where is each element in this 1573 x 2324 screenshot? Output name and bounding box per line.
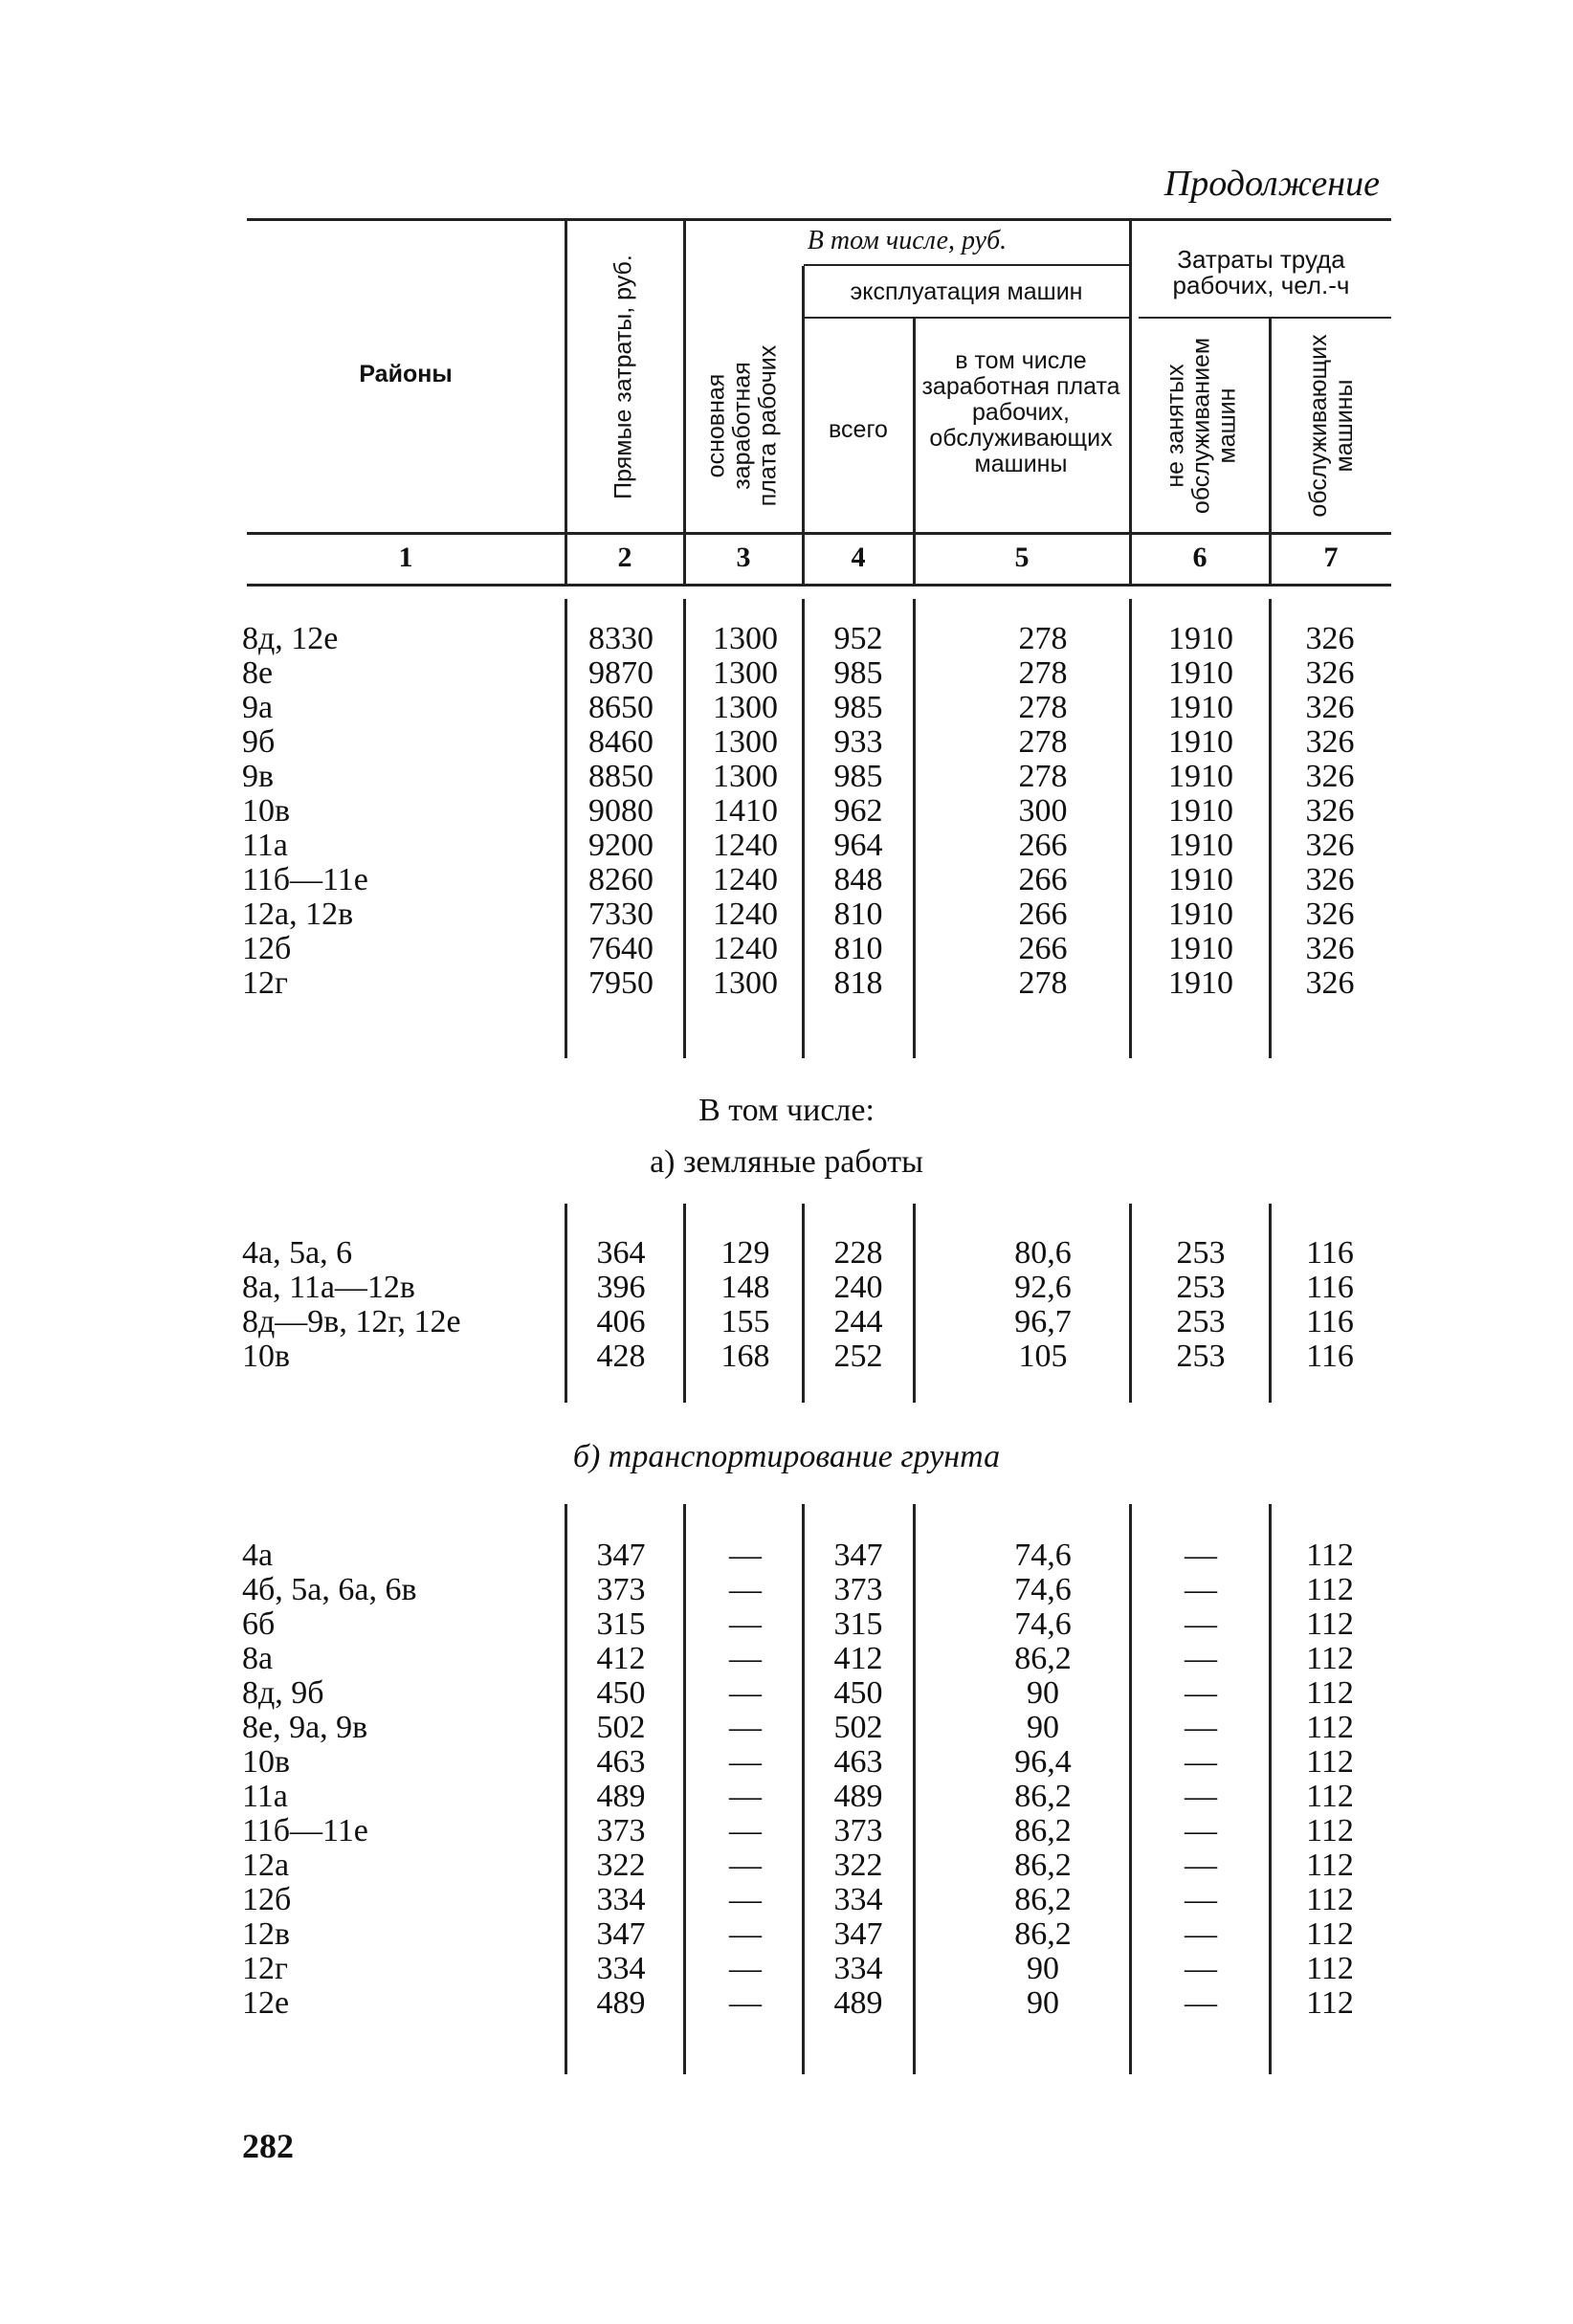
value-cell: 347 (596, 1916, 646, 1952)
region-cell: 6б (242, 1606, 276, 1642)
table-row (0, 1607, 1573, 1642)
table-row (0, 1814, 1573, 1848)
value-cell: 502 (596, 1710, 646, 1745)
value-cell: 86,2 (1014, 1916, 1072, 1952)
header-rule-including (804, 264, 1129, 266)
table-row (0, 1711, 1573, 1745)
value-cell: 8460 (588, 724, 654, 760)
value-cell: 86,2 (1014, 1813, 1072, 1848)
value-cell: 112 (1306, 1606, 1354, 1642)
value-cell: 155 (720, 1304, 770, 1339)
table-row (0, 897, 1573, 932)
header-top-rule (247, 218, 1391, 221)
page-number: 282 (242, 2127, 294, 2165)
value-cell: 8260 (588, 862, 654, 897)
value-cell: 373 (833, 1813, 883, 1848)
value-cell: 253 (1176, 1304, 1226, 1339)
value-cell: 326 (1305, 828, 1355, 863)
value-cell: 489 (833, 1985, 883, 2021)
table-row (0, 1745, 1573, 1780)
value-cell: — (729, 1744, 762, 1780)
value-cell: 1410 (713, 793, 778, 829)
value-cell: 985 (833, 690, 883, 725)
region-cell: 10в (242, 793, 291, 829)
value-cell: 253 (1176, 1270, 1226, 1305)
value-cell: 105 (1018, 1339, 1068, 1374)
value-cell: 244 (833, 1304, 883, 1339)
value-cell: 334 (596, 1882, 646, 1917)
header-rule-machines (804, 317, 1129, 319)
table-row (0, 1952, 1573, 1986)
value-cell: 278 (1018, 690, 1068, 725)
value-cell: 252 (833, 1339, 883, 1374)
value-cell: 278 (1018, 759, 1068, 794)
header-bottom-rule (247, 532, 1391, 535)
value-cell: 818 (833, 965, 883, 1001)
region-cell: 8е, 9а, 9в (242, 1710, 368, 1745)
value-cell: — (729, 1641, 762, 1676)
value-cell: 9200 (588, 828, 654, 863)
value-cell: 80,6 (1014, 1235, 1072, 1271)
value-cell: 364 (596, 1235, 646, 1271)
region-cell: 11б—11е (242, 862, 368, 897)
table-row (0, 1917, 1573, 1952)
section-a-title: а) земляные работы (650, 1144, 923, 1180)
table-row (0, 1780, 1573, 1814)
value-cell: 326 (1305, 965, 1355, 1001)
value-cell: — (1185, 1848, 1217, 1883)
value-cell: 1240 (713, 896, 778, 932)
header-rule-labor (1139, 317, 1391, 319)
header-vline-2 (683, 218, 686, 584)
value-cell: 90 (1027, 1675, 1059, 1711)
value-cell: 112 (1306, 1882, 1354, 1917)
value-cell: 112 (1306, 1916, 1354, 1952)
value-cell: 1300 (713, 965, 778, 1001)
value-cell: 412 (596, 1641, 646, 1676)
value-cell: 489 (833, 1779, 883, 1814)
region-cell: 9б (242, 724, 276, 760)
value-cell: 1910 (1168, 965, 1233, 1001)
value-cell: 96,4 (1014, 1744, 1072, 1780)
value-cell: 1910 (1168, 655, 1233, 691)
value-cell: 1240 (713, 828, 778, 863)
header-regions: Районы (359, 361, 453, 387)
region-cell: 11б—11е (242, 1813, 368, 1848)
header-not-servicing: не занятых обслуживанием машин (1162, 337, 1241, 515)
value-cell: 90 (1027, 1951, 1059, 1986)
value-cell: 1910 (1168, 621, 1233, 656)
value-cell: 985 (833, 655, 883, 691)
value-cell: 347 (596, 1538, 646, 1573)
value-cell: 373 (596, 1572, 646, 1607)
value-cell: 74,6 (1014, 1572, 1072, 1607)
continuation-label: Продолжение (1163, 164, 1380, 204)
header-including-rub: В том числе, руб. (807, 226, 1008, 255)
colnum-5: 5 (1014, 542, 1030, 573)
value-cell: 1910 (1168, 724, 1233, 760)
value-cell: 326 (1305, 759, 1355, 794)
value-cell: 253 (1176, 1235, 1226, 1271)
value-cell: 8330 (588, 621, 654, 656)
including-label: В том числе: (698, 1093, 875, 1128)
value-cell: 326 (1305, 655, 1355, 691)
value-cell: 112 (1306, 1744, 1354, 1780)
region-cell: 8а, 11а—12в (242, 1270, 415, 1305)
value-cell: 253 (1176, 1339, 1226, 1374)
value-cell: 86,2 (1014, 1641, 1072, 1676)
value-cell: 315 (833, 1606, 883, 1642)
value-cell: 112 (1306, 1675, 1354, 1711)
table-row (0, 691, 1573, 725)
table-row (0, 1676, 1573, 1711)
value-cell: 266 (1018, 931, 1068, 966)
value-cell: 1910 (1168, 896, 1233, 932)
value-cell: — (729, 1951, 762, 1986)
value-cell: 300 (1018, 793, 1068, 829)
region-cell: 8а (242, 1641, 274, 1676)
colnum-6: 6 (1192, 542, 1207, 573)
region-cell: 4а (242, 1538, 274, 1573)
value-cell: 326 (1305, 931, 1355, 966)
value-cell: 373 (596, 1813, 646, 1848)
region-cell: 4а, 5а, 6 (242, 1235, 353, 1271)
value-cell: 347 (833, 1916, 883, 1952)
header-incl-wage: в том числе заработная плата рабочих, обслуживающих машины (921, 347, 1120, 477)
table-row (0, 794, 1573, 829)
value-cell: — (1185, 1572, 1217, 1607)
value-cell: — (729, 1675, 762, 1711)
value-cell: 463 (833, 1744, 883, 1780)
value-cell: — (1185, 1606, 1217, 1642)
region-cell: 11а (242, 828, 288, 863)
region-cell: 9а (242, 690, 274, 725)
value-cell: 1910 (1168, 931, 1233, 966)
value-cell: — (729, 1572, 762, 1607)
value-cell: 952 (833, 621, 883, 656)
value-cell: 489 (596, 1779, 646, 1814)
value-cell: 92,6 (1014, 1270, 1072, 1305)
colnum-2: 2 (617, 542, 632, 573)
table-row (0, 829, 1573, 863)
value-cell: 7330 (588, 896, 654, 932)
value-cell: 326 (1305, 793, 1355, 829)
table-row (0, 1236, 1573, 1271)
value-cell: 74,6 (1014, 1606, 1072, 1642)
value-cell: 489 (596, 1985, 646, 2021)
value-cell: 240 (833, 1270, 883, 1305)
value-cell: 112 (1306, 1641, 1354, 1676)
value-cell: 129 (720, 1235, 770, 1271)
section-b-title: б) транспортирование грунта (572, 1439, 1001, 1474)
value-cell: — (1185, 1641, 1217, 1676)
value-cell: 278 (1018, 621, 1068, 656)
table-row (0, 1642, 1573, 1676)
value-cell: 450 (833, 1675, 883, 1711)
region-cell: 12е (242, 1985, 290, 2021)
value-cell: — (729, 1813, 762, 1848)
value-cell: 810 (833, 931, 883, 966)
value-cell: 116 (1306, 1270, 1354, 1305)
value-cell: — (729, 1606, 762, 1642)
value-cell: — (729, 1538, 762, 1573)
table-row (0, 725, 1573, 760)
value-cell: 373 (833, 1572, 883, 1607)
value-cell: 112 (1306, 1985, 1354, 2021)
value-cell: 90 (1027, 1985, 1059, 2021)
table-row (0, 1339, 1573, 1374)
value-cell: — (1185, 1675, 1217, 1711)
value-cell: 168 (720, 1339, 770, 1374)
value-cell: 112 (1306, 1572, 1354, 1607)
value-cell: 1300 (713, 690, 778, 725)
value-cell: 326 (1305, 896, 1355, 932)
value-cell: 1240 (713, 931, 778, 966)
value-cell: 112 (1306, 1848, 1354, 1883)
value-cell: 278 (1018, 655, 1068, 691)
value-cell: 228 (833, 1235, 883, 1271)
value-cell: — (729, 1985, 762, 2021)
table-row (0, 1986, 1573, 2021)
value-cell: 148 (720, 1270, 770, 1305)
value-cell: 9870 (588, 655, 654, 691)
value-cell: 463 (596, 1744, 646, 1780)
region-cell: 11а (242, 1779, 288, 1814)
header-machine-operation: эксплуатация машин (850, 278, 1083, 305)
value-cell: 7950 (588, 965, 654, 1001)
value-cell: 502 (833, 1710, 883, 1745)
value-cell: 326 (1305, 724, 1355, 760)
value-cell: 74,6 (1014, 1538, 1072, 1573)
region-cell: 12г (242, 965, 288, 1001)
value-cell: 278 (1018, 724, 1068, 760)
value-cell: — (1185, 1538, 1217, 1573)
value-cell: 86,2 (1014, 1779, 1072, 1814)
table-row (0, 760, 1573, 794)
value-cell: 1300 (713, 759, 778, 794)
region-cell: 12а (242, 1848, 290, 1883)
region-cell: 4б, 5а, 6а, 6в (242, 1572, 417, 1607)
value-cell: 1910 (1168, 690, 1233, 725)
value-cell: 450 (596, 1675, 646, 1711)
value-cell: 1300 (713, 621, 778, 656)
value-cell: — (1185, 1951, 1217, 1986)
value-cell: 322 (833, 1848, 883, 1883)
table-row (0, 1271, 1573, 1305)
table-row (0, 622, 1573, 656)
region-cell: 12г (242, 1951, 288, 1986)
header-direct-costs: Прямые затраты, руб. (609, 255, 637, 499)
value-cell: — (729, 1779, 762, 1814)
value-cell: 8850 (588, 759, 654, 794)
table-row (0, 1848, 1573, 1883)
header-vline-1 (565, 218, 567, 584)
value-cell: 985 (833, 759, 883, 794)
value-cell: 1300 (713, 655, 778, 691)
value-cell: 86,2 (1014, 1882, 1072, 1917)
value-cell: 266 (1018, 828, 1068, 863)
value-cell: 326 (1305, 690, 1355, 725)
region-cell: 9в (242, 759, 275, 794)
value-cell: 406 (596, 1304, 646, 1339)
value-cell: 347 (833, 1538, 883, 1573)
value-cell: 326 (1305, 621, 1355, 656)
value-cell: 412 (833, 1641, 883, 1676)
table-row (0, 966, 1573, 1001)
region-cell: 8е (242, 655, 274, 691)
table-row (0, 1573, 1573, 1607)
header-base-wage: основная заработная плата рабочих (702, 344, 782, 507)
value-cell: 116 (1306, 1235, 1354, 1271)
value-cell: 1910 (1168, 828, 1233, 863)
value-cell: — (1185, 1985, 1217, 2021)
header-labor-costs: Затраты труда рабочих, чел.-ч (1172, 245, 1350, 299)
value-cell: 1300 (713, 724, 778, 760)
value-cell: 1910 (1168, 759, 1233, 794)
value-cell: 848 (833, 862, 883, 897)
region-cell: 12б (242, 1882, 292, 1917)
value-cell: 8650 (588, 690, 654, 725)
value-cell: — (729, 1916, 762, 1952)
value-cell: — (1185, 1744, 1217, 1780)
value-cell: 112 (1306, 1779, 1354, 1814)
region-cell: 10в (242, 1744, 291, 1780)
region-cell: 12а, 12в (242, 896, 354, 932)
region-cell: 12в (242, 1916, 291, 1952)
header-servicing: обслуживающих машины (1305, 334, 1358, 518)
value-cell: 322 (596, 1848, 646, 1883)
value-cell: — (729, 1882, 762, 1917)
value-cell: — (1185, 1882, 1217, 1917)
value-cell: 326 (1305, 862, 1355, 897)
value-cell: 334 (596, 1951, 646, 1986)
table-row (0, 656, 1573, 691)
value-cell: 112 (1306, 1710, 1354, 1745)
colnum-3: 3 (736, 542, 751, 573)
header-total: всего (829, 416, 888, 443)
value-cell: 315 (596, 1606, 646, 1642)
region-cell: 8д—9в, 12г, 12е (242, 1304, 461, 1339)
value-cell: 266 (1018, 862, 1068, 897)
colnum-4: 4 (851, 542, 866, 573)
value-cell: — (729, 1848, 762, 1883)
value-cell: 7640 (588, 931, 654, 966)
value-cell: 278 (1018, 965, 1068, 1001)
table-row (0, 863, 1573, 897)
region-cell: 8д, 9б (242, 1675, 324, 1711)
table-row (0, 932, 1573, 966)
value-cell: 964 (833, 828, 883, 863)
value-cell: — (1185, 1710, 1217, 1745)
value-cell: 96,7 (1014, 1304, 1072, 1339)
value-cell: 1240 (713, 862, 778, 897)
value-cell: 266 (1018, 896, 1068, 932)
value-cell: 9080 (588, 793, 654, 829)
colnum-bottom-rule (247, 584, 1391, 587)
table-row (0, 1538, 1573, 1573)
region-cell: 10в (242, 1339, 291, 1374)
value-cell: 112 (1306, 1538, 1354, 1573)
value-cell: 86,2 (1014, 1848, 1072, 1883)
region-cell: 12б (242, 931, 292, 966)
value-cell: 116 (1306, 1339, 1354, 1374)
value-cell: 428 (596, 1339, 646, 1374)
colnum-1: 1 (398, 542, 413, 573)
table-row (0, 1305, 1573, 1339)
value-cell: 90 (1027, 1710, 1059, 1745)
value-cell: 334 (833, 1882, 883, 1917)
value-cell: 396 (596, 1270, 646, 1305)
colnum-7: 7 (1323, 542, 1339, 573)
value-cell: 112 (1306, 1951, 1354, 1986)
value-cell: 810 (833, 896, 883, 932)
value-cell: — (729, 1710, 762, 1745)
region-cell: 8д, 12е (242, 621, 339, 656)
value-cell: 334 (833, 1951, 883, 1986)
value-cell: — (1185, 1813, 1217, 1848)
value-cell: — (1185, 1916, 1217, 1952)
value-cell: 116 (1306, 1304, 1354, 1339)
value-cell: 1910 (1168, 793, 1233, 829)
value-cell: 962 (833, 793, 883, 829)
value-cell: — (1185, 1779, 1217, 1814)
table-row (0, 1883, 1573, 1917)
value-cell: 112 (1306, 1813, 1354, 1848)
value-cell: 933 (833, 724, 883, 760)
value-cell: 1910 (1168, 862, 1233, 897)
